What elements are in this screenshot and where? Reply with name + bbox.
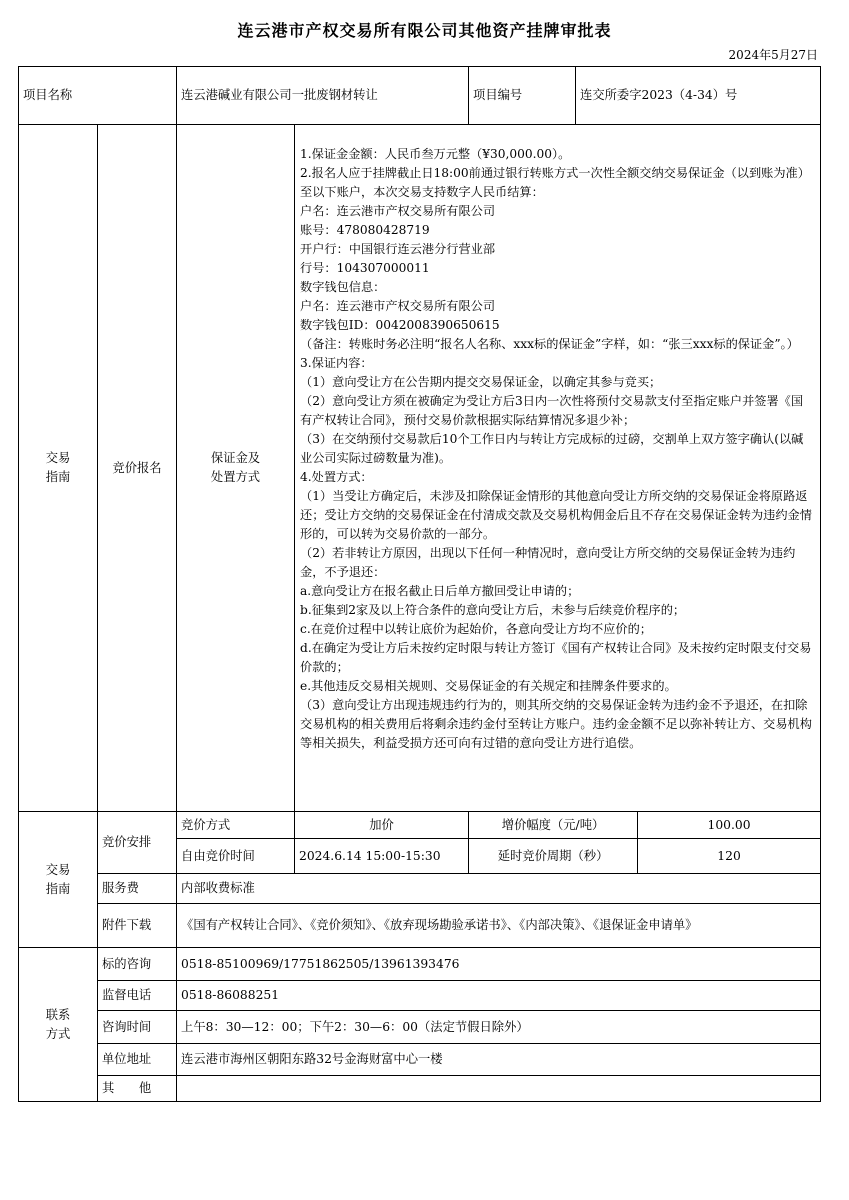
address-value: 连云港市海州区朝阳东路32号金海财富中心一楼 [177,1044,821,1076]
other-label: 其 他 [98,1076,177,1102]
deposit-disposal-text: 保证金及 处置方式 [210,451,261,484]
guide-line: 账号：478080428719 [300,223,430,237]
project-code-value: 连交所委字2023（4-34）号 [576,67,821,125]
guide-line: c.在竞价过程中以转让底价为起始价，各意向受让方均不应价的； [300,622,652,636]
guide-line: （2）若非转让方原因，出现以下任何一种情况时，意向受让方所交纳的交易保证金转为违约金，不予退还： [300,546,796,579]
trade-guide-label [19,125,98,812]
contact-label [19,948,98,1102]
bid-registration-label: 竞价报名 [98,125,177,812]
page-title: 连云港市产权交易所有限公司其他资产挂牌审批表 [237,21,612,40]
document-date: 2024年5月27日 [728,48,818,62]
guide-line: 开户行：中国银行连云港分行营业部 [300,242,496,256]
bid-method-value: 加价 [295,812,469,839]
guide-line: 行号：104307000011 [300,261,430,275]
contact-text: 联系 方式 [45,1007,71,1041]
guide-line: 户名：连云港市产权交易所有限公司 [300,299,496,313]
guide-line: （备注：转账时务必注明“报名人名称、xxx标的保证金”字样，如：“张三xxx标的保证金”。） [300,337,799,351]
consult-label: 标的咨询 [98,948,177,981]
trade-guide-label-2 [19,812,98,948]
guide-line: a.意向受让方在报名截止日后单方撤回受让申请的； [300,584,580,598]
increment-value: 100.00 [638,812,821,839]
project-name-label: 项目名称 [19,67,177,125]
guide-line: （1）当受让方确定后，未涉及扣除保证金情形的其他意向受让方所交纳的交易保证金将原路返还；受让方交纳的交易保证金在付清成交款及交易机构佣金后且不存在交易保证金转为违约金情形的，可以转为交易价款的一部分。 [300,489,812,541]
delay-period-value: 120 [638,839,821,874]
guide-line: （3）在交纳预付交易款后10个工作日内与转让方完成标的过磅，交割单上双方签字确认(以碱业公司实际过磅数量为准)。 [300,432,804,465]
guide-line: （1）意向受让方在公告期内提交交易保证金，以确定其参与竞买； [300,375,662,389]
project-code-label: 项目编号 [469,67,576,125]
guide-line: 3.保证内容： [300,356,373,370]
guide-line: b.征集到2家及以上符合条件的意向受让方后，未参与后续竞价程序的； [300,603,686,617]
increment-label: 增价幅度（元/吨） [469,812,638,839]
other-value [177,1076,821,1102]
guide-line: e.其他违反交易相关规则、交易保证金的有关规定和挂牌条件要求的。 [300,679,677,693]
guide-line: （3）意向受让方出现违规违约行为的，则其所交纳的交易保证金转为违约金不予退还，在扣除交易机构的相关费用后将剩余违约金付至转让方账户。违约金金额不足以弥补转让方、交易机构等相关损失，利益受损方还可向有过错的意向受让方进行追偿。 [300,698,812,750]
delay-period-label: 延时竞价周期（秒） [469,839,638,874]
attachment-value: 《国有产权转让合同》、《竞价须知》、《放弃现场勘验承诺书》、《内部决策》、《退保证金申请单》 [177,904,821,948]
deposit-disposal-label [177,125,295,812]
project-name-value: 连云港碱业有限公司一批废钢材转让 [177,67,469,125]
bidding-arrangement-label: 竞价安排 [98,812,177,874]
guide-line: 数字钱包ID：0042008390650615 [300,318,500,332]
free-bid-time-label: 自由竞价时间 [177,839,295,874]
guide-line: （2）意向受让方须在被确定为受让方后3日内一次性将预付交易款支付至指定账户并签署《国有产权转让合同》，预付交易价款根据实际结算情况多退少补； [300,394,804,427]
guide-line: 数字钱包信息： [300,280,386,294]
approval-table [18,66,821,1102]
attachment-label: 附件下载 [98,904,177,948]
service-fee-value: 内部收费标准 [177,874,821,904]
consult-value: 0518-85100969/17751862505/13961393476 [177,948,821,981]
free-bid-time-value: 2024.6.14 15:00-15:30 [295,839,469,874]
trade-guide-text: 交易 指南 [45,451,71,484]
trade-guide-text-2: 交易 指南 [45,862,71,896]
deposit-guide-content [295,125,821,812]
address-label: 单位地址 [98,1044,177,1076]
bid-method-label: 竞价方式 [177,812,295,839]
supervise-phone-value: 0518-86088251 [177,981,821,1011]
guide-line: 4.处置方式： [300,470,373,484]
supervise-phone-label: 监督电话 [98,981,177,1011]
guide-line: 1.保证金金额：人民币叁万元整（¥30,000.00）。 [300,147,571,161]
service-fee-label: 服务费 [98,874,177,904]
guide-line: d.在确定为受让方后未按约定时限与转让方签订《国有产权转让合同》及未按约定时限支付交易价款的； [300,641,812,674]
consult-hours-label: 咨询时间 [98,1011,177,1044]
guide-line: 户名：连云港市产权交易所有限公司 [300,204,496,218]
guide-line: 2.报名人应于挂牌截止日18:00前通过银行转账方式一次性全额交纳交易保证金（以到账为准）至以下账户，本次交易支持数字人民币结算： [300,166,810,199]
consult-hours-value: 上午8：30—12：00；下午2：30—6：00（法定节假日除外） [177,1011,821,1044]
